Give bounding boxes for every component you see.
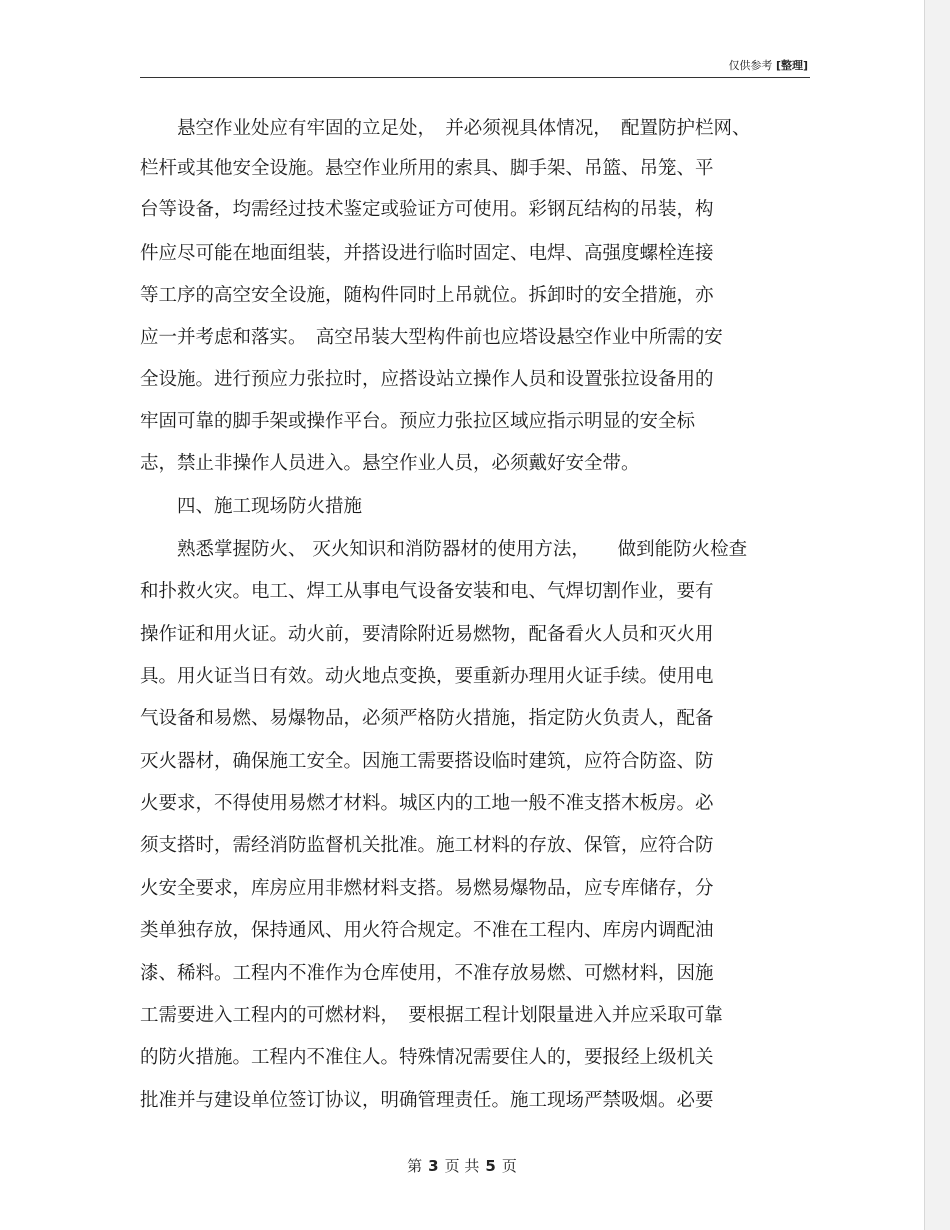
text-line: 气设备和易燃、易爆物品，必须严格防火措施，指定防火负责人，配备 [140,708,714,729]
header-text: 仅供参考 [728,59,773,72]
text-line: 操作证和用火证。动火前，要清除附近易燃物，配备看火人员和灭火用 [140,624,714,645]
page-header [140,55,810,78]
text-line: 的防火措施。工程内不准住人。特殊情况需要住人的，要报经上级机关 [140,1047,714,1068]
text-line: 台等设备，均需经过技术鉴定或验证方可使用。彩钢瓦结构的吊装，构 [140,199,714,220]
footer-prefix: 第 [407,1157,423,1175]
text-line: 志，禁止非操作人员进入。悬空作业人员，必须戴好安全带。 [140,453,640,474]
text-line: 灭火器材，确保施工安全。因施工需要搭设临时建筑，应符合防盗、防 [140,751,714,772]
text-line: 工需要进入工程内的可燃材料， 要根据工程计划限量进入并应采取可靠 [140,1005,723,1026]
header-tag: [整理] [775,59,808,72]
text-line: 具。用火证当日有效。动火地点变换，要重新办理用火证手续。使用电 [140,666,714,687]
text-line: 等工序的高空安全设施，随构件同时上吊就位。拆卸时的安全措施，亦 [140,285,714,306]
text-line: 火安全要求，库房应用非燃材料支搭。易燃易爆物品，应专库储存，分 [140,878,714,899]
text-line: 须支搭时，需经消防监督机关批准。施工材料的存放、保管，应符合防 [140,835,714,856]
text-line: 应一并考虑和落实。 高空吊装大型构件前也应塔设悬空作业中所需的安 [140,327,723,348]
text-line: 批准并与建设单位签订协议，明确管理责任。施工现场严禁吸烟。必要 [140,1090,714,1111]
text-line: 悬空作业处应有牢固的立足处， 并必须视具体情况， 配置防护栏网、 [140,118,751,139]
header-note [728,57,808,73]
footer-suffix: 页 [501,1157,517,1175]
section-heading: 四、施工现场防火措施 [140,496,363,517]
page-number: 3 [428,1157,439,1175]
page-footer [0,1155,924,1176]
text-line: 类单独存放，保持通风、用火符合规定。不准在工程内、库房内调配油 [140,920,714,941]
text-line: 火要求，不得使用易燃才材料。城区内的工地一般不准支搭木板房。必 [140,793,714,814]
text-line: 栏杆或其他安全设施。悬空作业所用的索具、脚手架、吊篮、吊笼、平 [140,158,714,179]
text-line: 和扑救火灾。电工、焊工从事电气设备安装和电、气焊切割作业，要有 [140,581,714,602]
text-line: 牢固可靠的脚手架或操作平台。预应力张拉区域应指示明显的安全标 [140,411,696,432]
text-line: 件应尽可能在地面组装，并搭设进行临时固定、电焊、高强度螺栓连接 [140,243,714,264]
total-pages: 5 [485,1157,496,1175]
text-line: 全设施。进行预应力张拉时，应搭设站立操作人员和设置张拉设备用的 [140,369,714,390]
text-line: 漆、稀料。工程内不准作为仓库使用，不准存放易燃、可燃材料，因施 [140,963,714,984]
text-line: 熟悉掌握防火、 灭火知识和消防器材的使用方法， 做到能防火检查 [140,539,748,560]
footer-middle: 页 共 [444,1157,480,1175]
